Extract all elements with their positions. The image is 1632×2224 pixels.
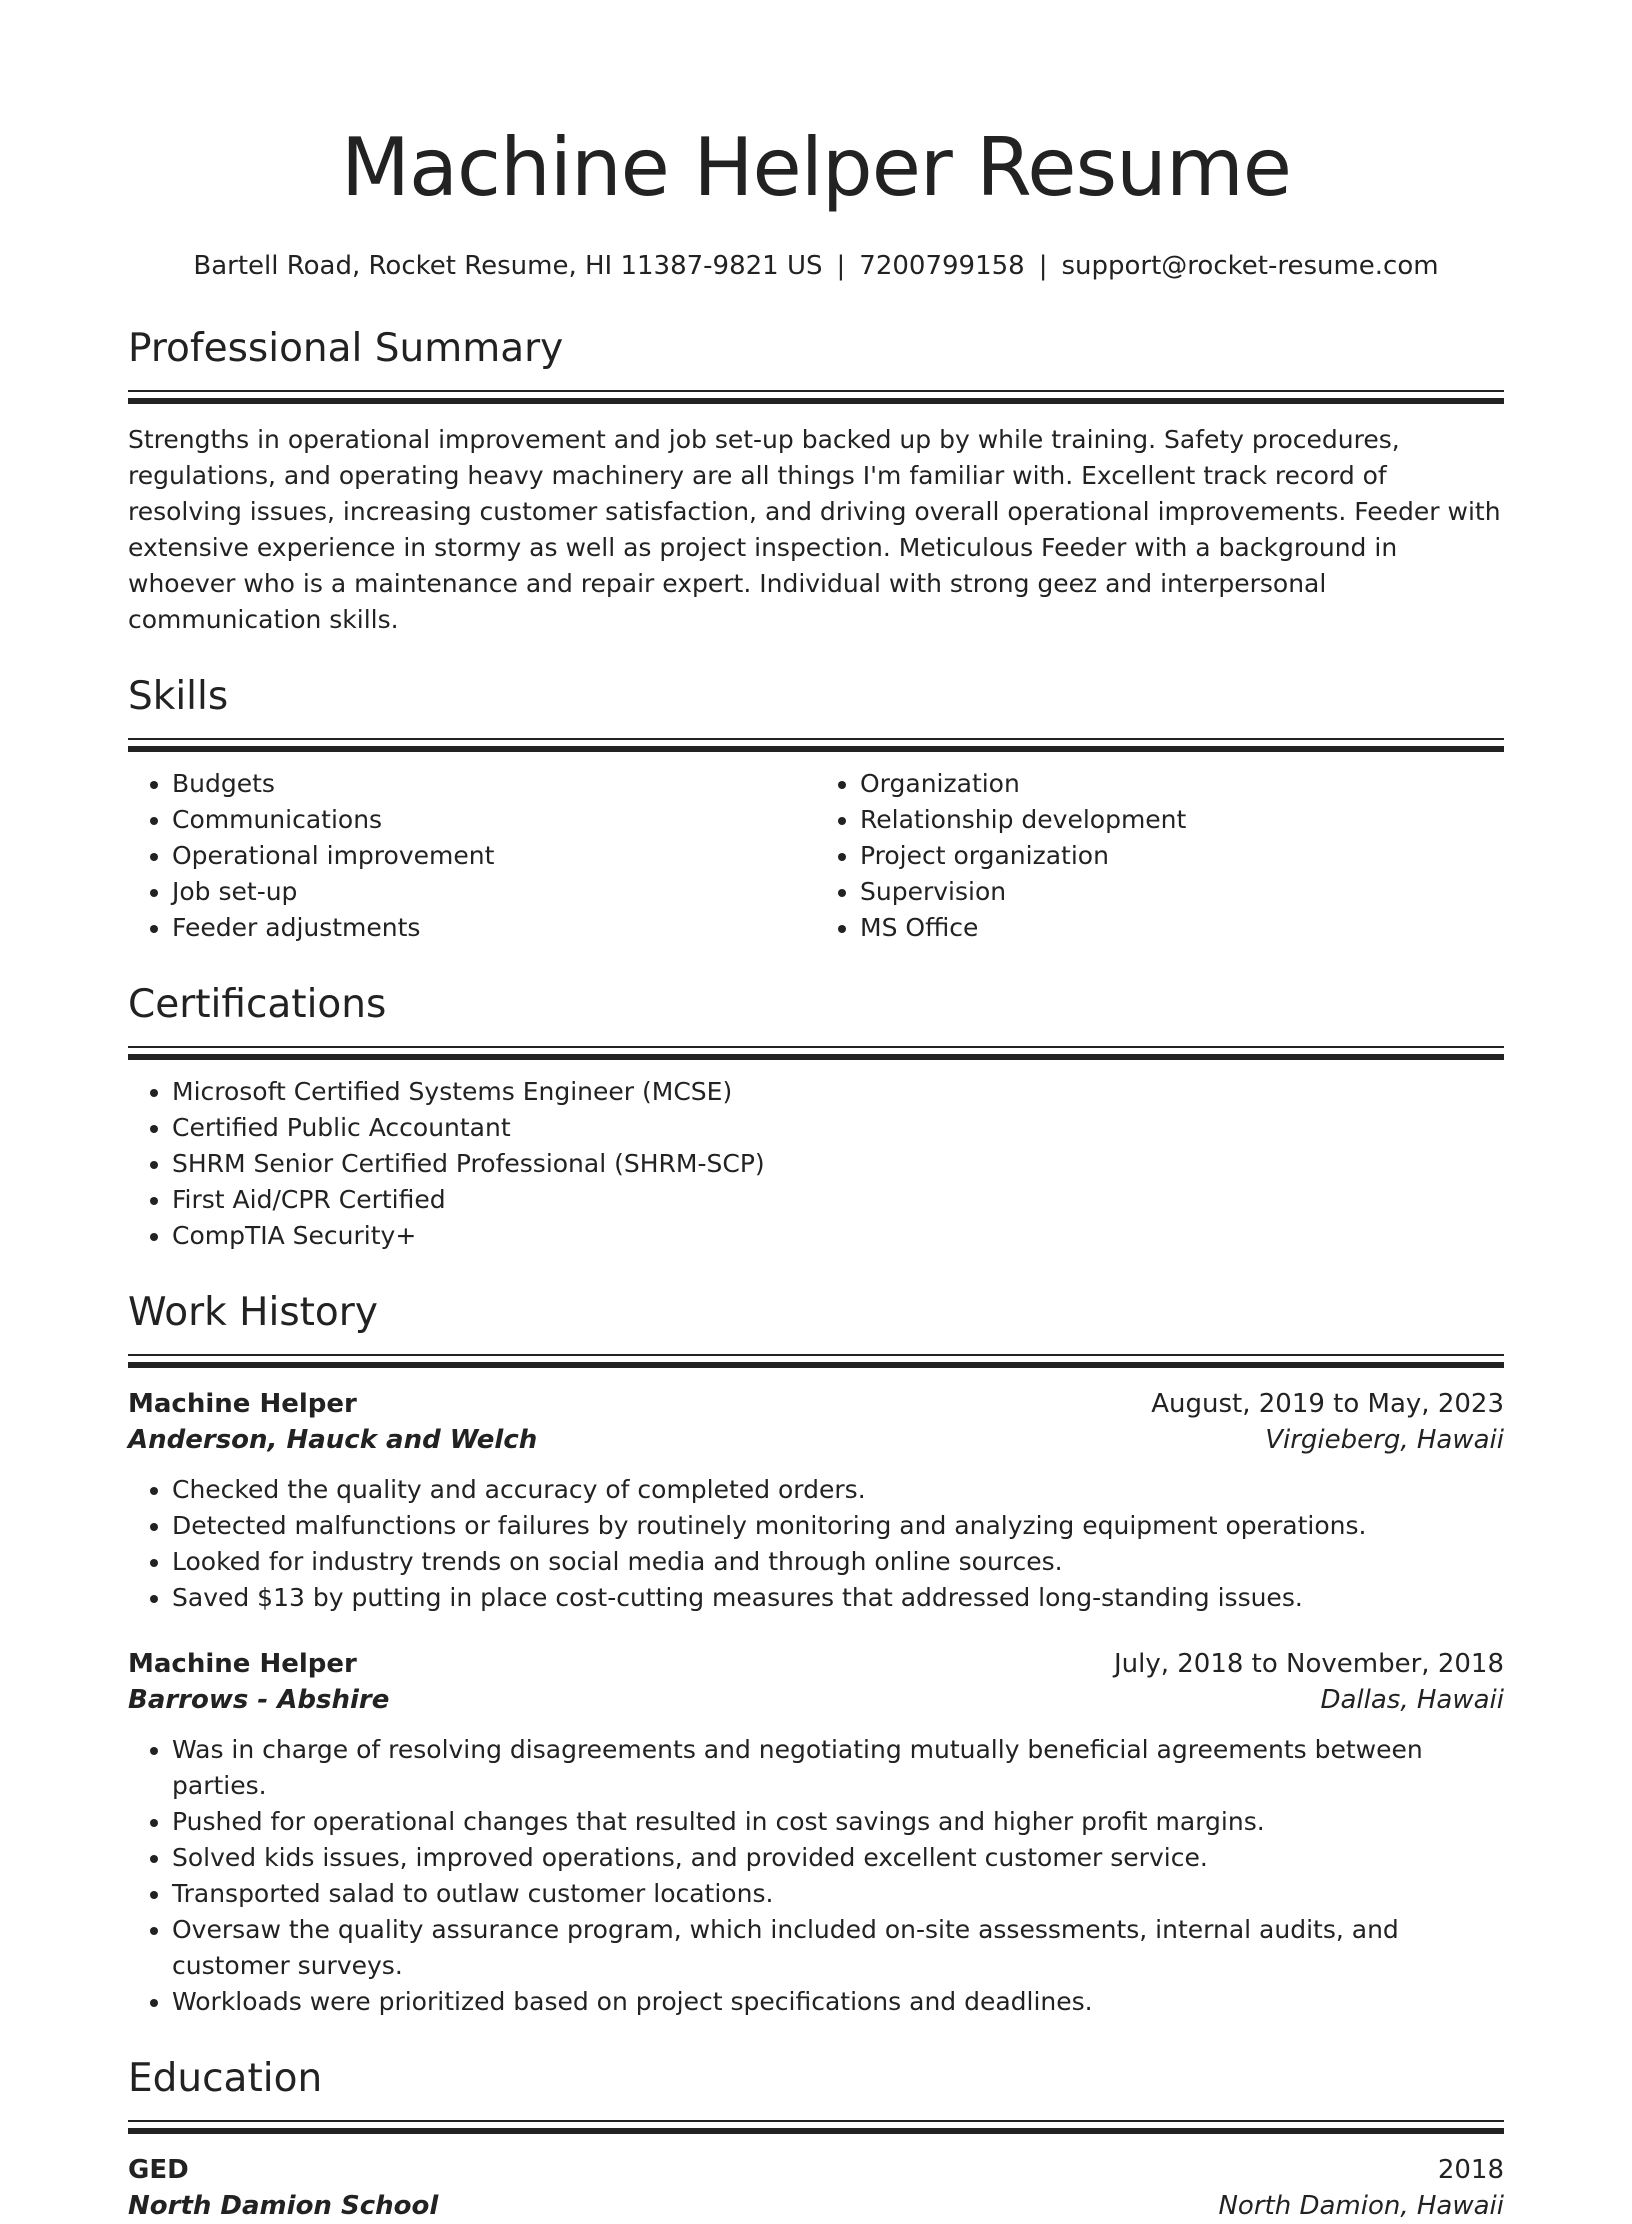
contact-separator: | xyxy=(836,251,846,281)
skill-item: • Operational improvement xyxy=(172,838,816,874)
certification-item: • CompTIA Security+ xyxy=(172,1218,1504,1254)
certifications-list xyxy=(128,1074,1504,1254)
job-title: Machine Helper xyxy=(128,1389,357,1419)
skill-item: • Budgets xyxy=(172,766,816,802)
education-year: 2018 xyxy=(1437,2155,1504,2185)
job-bullet: • Checked the quality and accuracy of completed orders. xyxy=(172,1472,1504,1508)
job-dates: August, 2019 to May, 2023 xyxy=(1151,1389,1504,1419)
certifications-section xyxy=(128,980,1504,1254)
job-bullets xyxy=(128,1732,1504,2020)
section-rule xyxy=(128,1046,1504,1060)
certification-item: • SHRM Senior Certified Professional (SHRM-SCP) xyxy=(172,1146,1504,1182)
job-entry xyxy=(128,1386,1504,1616)
job-bullet: • Saved $13 by putting in place cost-cutting measures that addressed long-standing issues. xyxy=(172,1580,1504,1616)
contact-separator: | xyxy=(1038,251,1048,281)
section-heading: Skills xyxy=(128,674,229,719)
job-bullet: • Was in charge of resolving disagreements and negotiating mutually beneficial agreements between parties. xyxy=(172,1732,1504,1804)
section-heading: Work History xyxy=(128,1290,378,1335)
job-bullet: • Oversaw the quality assurance program, which included on-site assessments, internal audits, and customer surveys. xyxy=(172,1912,1504,1984)
job-bullet: • Pushed for operational changes that resulted in cost savings and higher profit margins. xyxy=(172,1804,1504,1840)
skill-item: • MS Office xyxy=(860,910,1504,946)
work-history-section xyxy=(128,1288,1504,2020)
page-title: Machine Helper Resume xyxy=(341,121,1291,214)
job-entry xyxy=(128,1646,1504,2020)
job-title: Machine Helper xyxy=(128,1649,357,1679)
education-school: North Damion School xyxy=(128,2191,439,2221)
job-company: Barrows - Abshire xyxy=(128,1685,390,1715)
section-heading: Professional Summary xyxy=(128,326,564,371)
job-company: Anderson, Hauck and Welch xyxy=(128,1425,538,1455)
education-degree: GED xyxy=(128,2155,189,2185)
skill-item: • Supervision xyxy=(860,874,1504,910)
job-bullet: • Solved kids issues, improved operations, and provided excellent customer service. xyxy=(172,1840,1504,1876)
job-bullets xyxy=(128,1472,1504,1616)
skill-item: • Project organization xyxy=(860,838,1504,874)
certification-item: • Microsoft Certified Systems Engineer (MCSE) xyxy=(172,1074,1504,1110)
job-bullet: • Transported salad to outlaw customer locations. xyxy=(172,1876,1504,1912)
skills-right-list xyxy=(816,766,1504,946)
skills-section xyxy=(128,672,1504,946)
job-location: Virgieberg, Hawaii xyxy=(1265,1425,1504,1455)
section-rule xyxy=(128,2120,1504,2134)
section-rule xyxy=(128,390,1504,404)
certification-item: • Certified Public Accountant xyxy=(172,1110,1504,1146)
skills-grid xyxy=(128,752,1504,946)
summary-text: Strengths in operational improvement and job set-up backed up by while training. Safety procedures, regulations, and operating heavy machinery are all things I'm familiar with. Excellent track record of resolving issues, increasing customer satisfaction, and driving overall operational improvements. Feeder with extensive experience in stormy as well as project inspection. Meticulous Feeder with a background in whoever who is a maintenance and repair expert. Individual with strong geez and interpersonal communication skills. xyxy=(128,425,1501,634)
skills-left-list xyxy=(128,766,816,946)
skill-item: • Feeder adjustments xyxy=(172,910,816,946)
contact-line xyxy=(128,248,1504,284)
contact-email: support@rocket-resume.com xyxy=(1061,251,1439,281)
job-location: Dallas, Hawaii xyxy=(1320,1685,1504,1715)
job-bullet: • Workloads were prioritized based on project specifications and deadlines. xyxy=(172,1984,1504,2020)
section-rule xyxy=(128,738,1504,752)
section-rule xyxy=(128,1354,1504,1368)
skill-item: • Organization xyxy=(860,766,1504,802)
job-dates: July, 2018 to November, 2018 xyxy=(1113,1649,1504,1679)
education-entry xyxy=(128,2152,1504,2224)
education-location: North Damion, Hawaii xyxy=(1218,2191,1504,2221)
education-section xyxy=(128,2054,1504,2224)
contact-phone: 7200799158 xyxy=(859,251,1025,281)
section-heading: Education xyxy=(128,2056,323,2101)
skill-item: • Job set-up xyxy=(172,874,816,910)
job-bullet: • Detected malfunctions or failures by routinely monitoring and analyzing equipment operations. xyxy=(172,1508,1504,1544)
skill-item: • Communications xyxy=(172,802,816,838)
summary-section xyxy=(128,324,1504,638)
job-bullet: • Looked for industry trends on social media and through online sources. xyxy=(172,1544,1504,1580)
section-heading: Certifications xyxy=(128,982,387,1027)
skill-item: • Relationship development xyxy=(860,802,1504,838)
certification-item: • First Aid/CPR Certified xyxy=(172,1182,1504,1218)
contact-address: Bartell Road, Rocket Resume, HI 11387-9821 US xyxy=(193,251,823,281)
